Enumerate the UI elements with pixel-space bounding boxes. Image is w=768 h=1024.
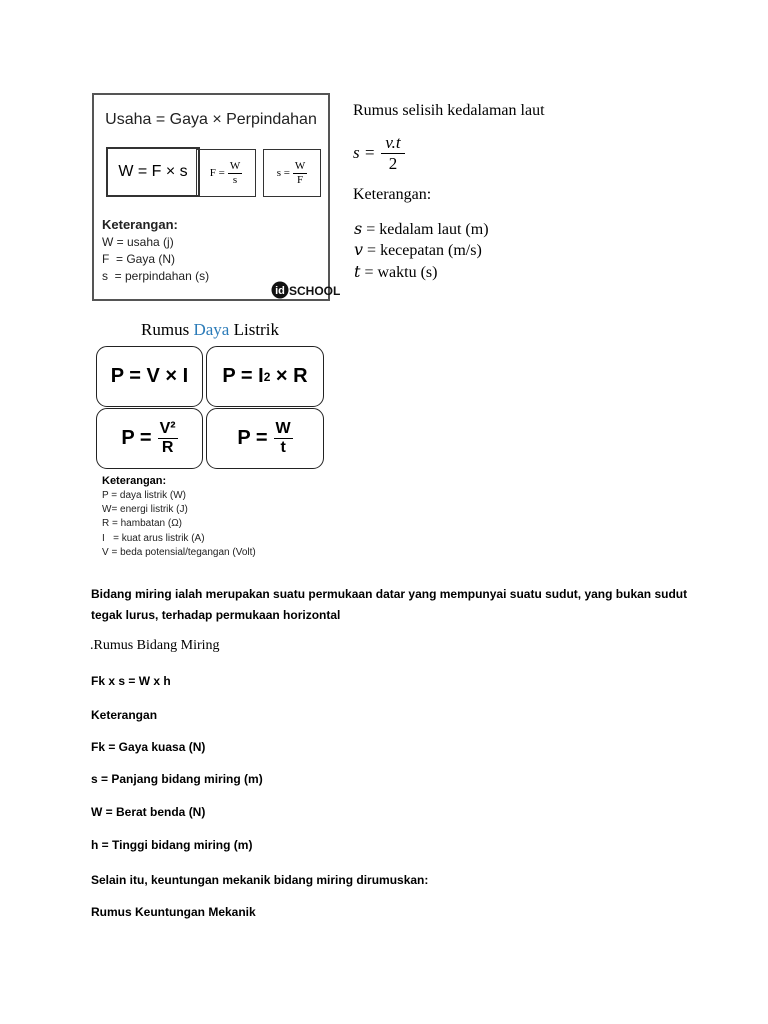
daya-f3-lhs: P = [121,427,152,449]
laut-desc: = kecepatan (m/s) [363,242,482,259]
daya-formula-wt [206,408,324,469]
keuntungan-title: Rumus Keuntungan Mekanik [91,905,256,919]
daya-f3-den: R [161,439,174,456]
daya-f2-pre: P = I [222,365,264,387]
usaha-f-den: s [232,173,238,186]
daya-f2-post: × R [270,365,308,387]
daya-legend-line: V = beda potensial/tegangan (Volt) [102,547,256,558]
daya-legend-line: I = kuat arus listrik (A) [102,533,205,544]
laut-num: v.t [381,133,404,154]
bidang-miring-formula: Fk x s = W x h [91,674,171,688]
bidang-miring-definition: Bidang miring ialah merupakan suatu permukaan datar yang mempunyai suatu sudut, yang bukan sudut tegak lurus, terhadap permukaan horizontal [91,587,688,622]
usaha-force-formula [196,149,256,197]
laut-desc: = waktu (s) [360,264,438,281]
laut-den: 2 [388,153,398,173]
laut-sym: t [354,262,361,281]
usaha-legend-line: s = perpindahan (s) [102,269,210,283]
usaha-f-num: W [229,159,241,172]
daya-legend-line: P = daya listrik (W) [102,490,186,501]
daya-legend-line: W= energi listrik (J) [102,504,188,515]
laut-title: Rumus selisih kedalaman laut [353,102,545,119]
laut-sym: v [354,240,364,259]
daya-title-pre: Rumus [141,320,194,339]
usaha-s-num: W [294,159,306,172]
daya-f4-den: t [280,439,286,456]
laut-sym: s [354,219,363,238]
daya-keterangan-heading: Keterangan: [102,475,167,487]
daya-title-highlight: Daya [193,320,230,339]
daya-f4-num: W [274,420,293,439]
keterangan-label: Keterangan [91,708,158,722]
usaha-s-den: F [297,173,304,186]
daya-f4-fraction [274,420,293,458]
daya-title-post: Listrik [229,320,279,339]
legend-h: h = Tinggi bidang miring (m) [91,838,253,852]
usaha-s-lhs: s = [276,167,290,179]
laut-lhs: s = [353,143,376,163]
keuntungan-intro: Selain itu, keuntungan mekanik bidang miring dirumuskan: [91,873,429,887]
logo-school-text: SCHOOL [289,284,341,298]
idschool-logo [271,280,341,300]
usaha-legend-line: W = usaha (j) [102,235,174,249]
logo-id-text: id [275,285,285,297]
usaha-main-formula: W = F × s [106,147,200,197]
legend-w: W = Berat benda (N) [91,805,206,819]
daya-f4-lhs: P = [237,427,268,449]
daya-formula-v2r [96,408,203,469]
usaha-s-fraction [293,160,307,186]
usaha-f-lhs: F = [209,167,225,179]
laut-desc: = kedalam laut (m) [362,221,489,238]
daya-formula-i2r [206,346,324,407]
usaha-keterangan-heading: Keterangan: [102,217,178,232]
laut-keterangan-heading: Keterangan: [353,186,432,203]
usaha-legend-line: F = Gaya (N) [102,252,176,266]
usaha-displacement-formula [263,149,321,197]
daya-legend-line: R = hambatan (Ω) [102,518,183,529]
legend-fk: Fk = Gaya kuasa (N) [91,740,206,754]
daya-f3-fraction [158,420,178,458]
laut-legend-line [354,262,437,282]
laut-legend-line [354,219,489,239]
usaha-formula-card [92,93,341,301]
usaha-title: Usaha = Gaya × Perpindahan [105,111,317,128]
usaha-f-fraction [228,160,242,186]
laut-legend-line [354,240,482,260]
daya-f2-sup: 2 [263,369,271,384]
daya-title [96,320,324,340]
bidang-miring-title: .Rumus Bidang Miring [90,638,220,653]
daya-formula-vi: P = V × I [96,346,203,407]
laut-fraction [381,133,404,173]
legend-s: s = Panjang bidang miring (m) [91,772,263,786]
laut-formula [353,133,405,173]
daya-f3-num: V² [158,420,178,439]
